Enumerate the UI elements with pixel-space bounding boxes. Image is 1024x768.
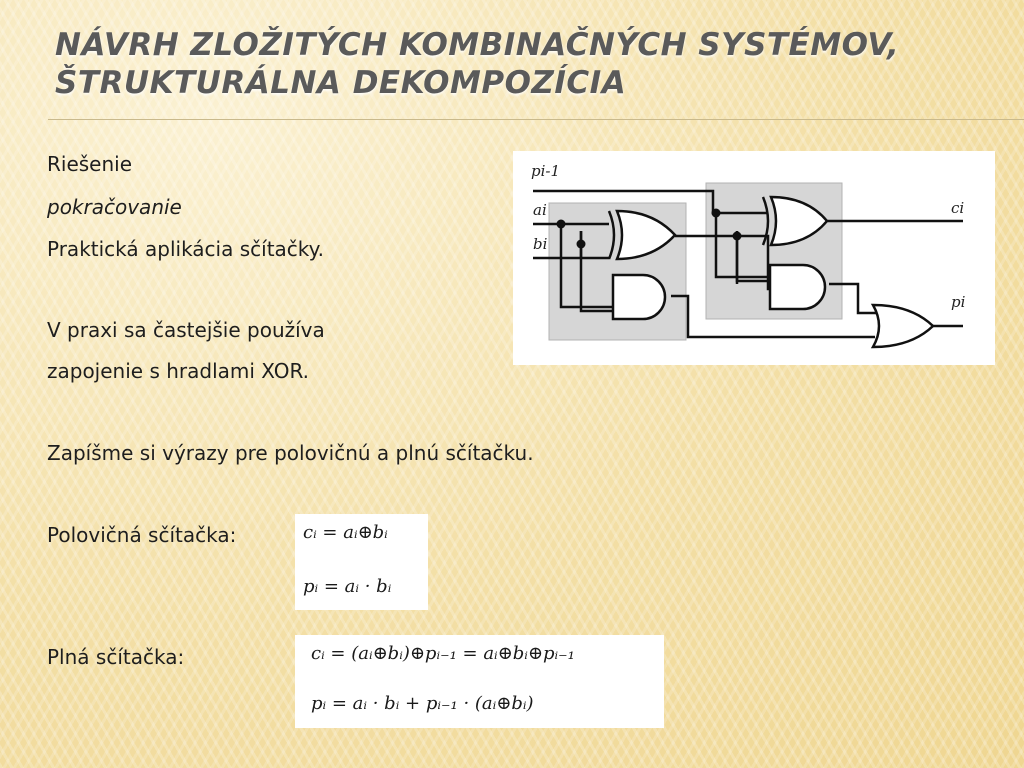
formulas-intro: Zapíšme si výrazy pre polovičnú a plnú sčítačku.	[47, 441, 534, 465]
body-paragraph-line-2: zapojenie s hradlami XOR.	[47, 359, 309, 383]
full-adder-circuit-diagram	[513, 151, 995, 365]
circuit-label-sum: ci	[951, 199, 965, 217]
full-adder-label: Plná sčítačka:	[47, 645, 185, 669]
body-heading: Riešenie	[47, 152, 133, 176]
full-adder-sum-formula: cᵢ = (aᵢ⊕bᵢ)⊕pᵢ₋₁ = aᵢ⊕bᵢ⊕pᵢ₋₁	[311, 643, 575, 664]
circuit-label-b: bi	[533, 235, 548, 253]
slide-title-line-2: ŠTRUKTURÁLNA DEKOMPOZÍCIA	[55, 65, 627, 101]
full-adder-carry-formula: pᵢ = aᵢ · bᵢ + pᵢ₋₁ · (aᵢ⊕bᵢ)	[311, 693, 534, 714]
circuit-label-carry-in: pi-1	[531, 162, 561, 180]
body-paragraph-line-1: V praxi sa častejšie používa	[47, 318, 325, 342]
body-intro: Praktická aplikácia sčítačky.	[47, 237, 325, 261]
circuit-svg	[513, 151, 995, 365]
slide-title	[55, 26, 955, 102]
slide-title-line-1: NÁVRH ZLOŽITÝCH KOMBINAČNÝCH SYSTÉMOV,	[55, 27, 900, 63]
title-divider	[48, 119, 1024, 120]
half-adder-formulas	[295, 514, 428, 610]
or-gate	[873, 305, 933, 347]
full-adder-formulas	[295, 635, 664, 728]
and-gate-1	[613, 275, 665, 319]
circuit-label-a: ai	[533, 201, 547, 219]
half-adder-label: Polovičná sčítačka:	[47, 523, 237, 547]
and-gate-2	[770, 265, 825, 309]
half-adder-sum-formula: cᵢ = aᵢ⊕bᵢ	[303, 522, 388, 543]
body-subheading: pokračovanie	[47, 195, 182, 219]
circuit-label-carry-out: pi	[951, 293, 966, 311]
half-adder-carry-formula: pᵢ = aᵢ · bᵢ	[303, 576, 392, 597]
